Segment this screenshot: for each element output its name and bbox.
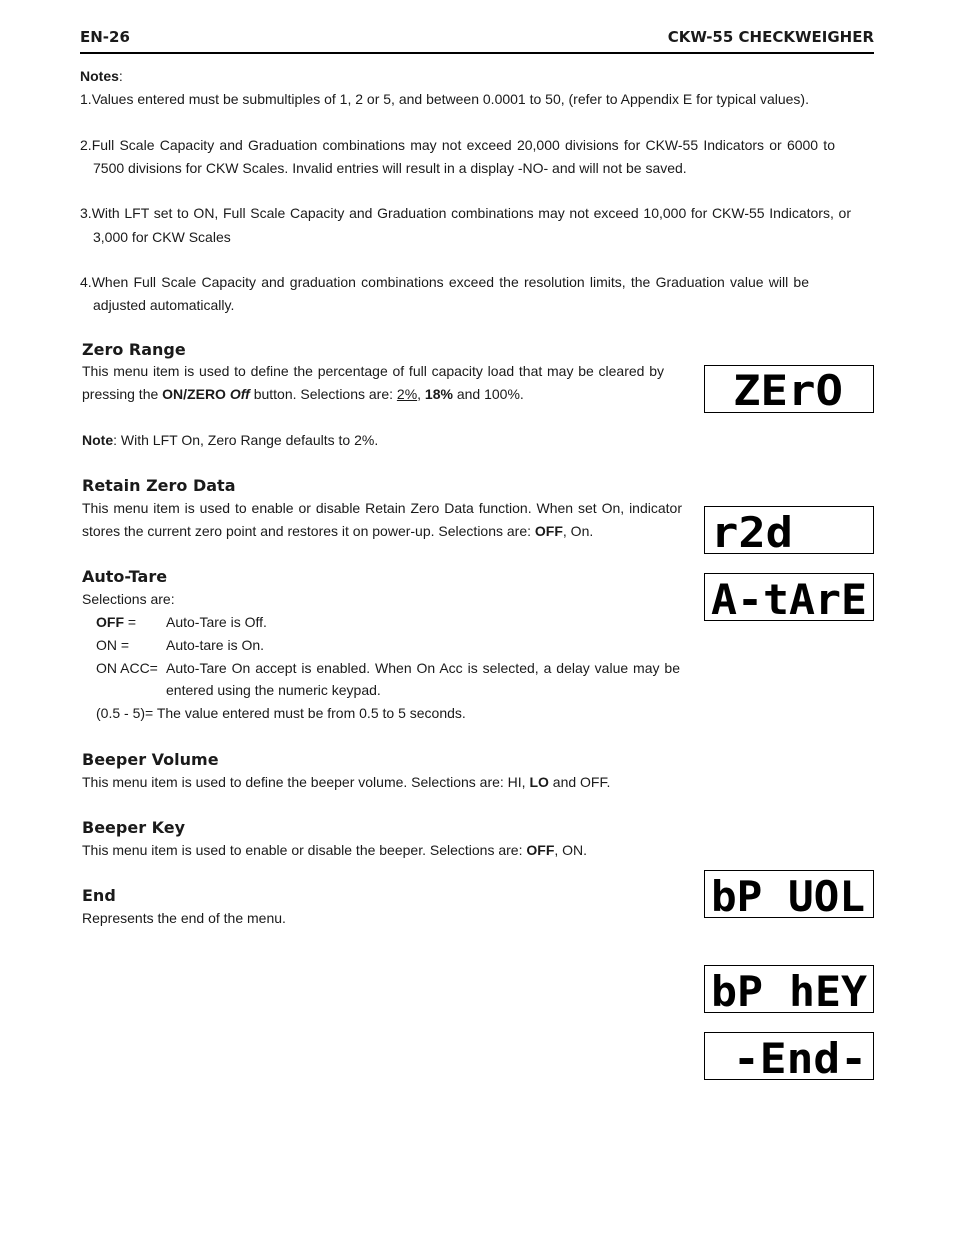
notes-label: Notes: xyxy=(80,68,123,84)
lcd-text: r2d xyxy=(711,508,793,553)
zero-range-heading: Zero Range xyxy=(82,340,186,359)
zero-range-line-1: This menu item is used to define the percentage of full capacity load that may be cleared by xyxy=(82,363,664,379)
document-title: CKW-55 CHECKWEIGHER xyxy=(667,28,874,46)
retain-zero-heading: Retain Zero Data xyxy=(82,476,236,495)
lcd-display-beeper-key xyxy=(704,965,874,1013)
zero-range-note: Note: With LFT On, Zero Range defaults to 2%. xyxy=(82,432,379,448)
lcd-display-auto-tare xyxy=(704,573,874,621)
lcd-text: bP hEY xyxy=(711,967,868,1012)
lcd-display-retain-zero xyxy=(704,506,874,554)
auto-tare-option-value: Auto-Tare On accept is enabled. When On Acc is selected, a delay value may be xyxy=(166,660,680,676)
retain-zero-line-1: This menu item is used to enable or disable Retain Zero Data function. When set On, indicator xyxy=(82,500,682,516)
lcd-text: A-tArE xyxy=(711,575,867,620)
end-heading: End xyxy=(82,886,116,905)
lcd-text: ZErO xyxy=(733,366,843,412)
lcd-display-beeper-volume xyxy=(704,870,874,918)
auto-tare-option-key: ON ACC= xyxy=(96,660,158,676)
auto-tare-intro: Selections are: xyxy=(82,591,175,607)
note-3-line-2: 3,000 for CKW Scales xyxy=(93,229,231,245)
note-2-line-1: 2.Full Scale Capacity and Graduation combinations may not exceed 20,000 divisions for CKW-55 Indicators or 6000 to xyxy=(80,137,835,153)
page-number: EN-26 xyxy=(80,28,130,46)
auto-tare-option-key: OFF = xyxy=(96,614,137,630)
auto-tare-range-row: (0.5 - 5)= The value entered must be from 0.5 to 5 seconds. xyxy=(96,705,466,721)
beeper-volume-text: This menu item is used to define the beeper volume. Selections are: HI, LO and OFF. xyxy=(82,774,611,790)
lcd-display-end xyxy=(704,1032,874,1080)
lcd-text: bP UOL xyxy=(711,872,865,917)
note-1: 1.Values entered must be submultiples of 1, 2 or 5, and between 0.0001 to 50, (refer to Appendix E for typical values). xyxy=(80,91,809,107)
note-2-line-2: 7500 divisions for CKW Scales. Invalid entries will result in a display -NO- and will not be saved. xyxy=(93,160,687,176)
lcd-text: -End- xyxy=(733,1034,867,1079)
auto-tare-option-value: Auto-tare is On. xyxy=(166,637,265,653)
end-text: Represents the end of the menu. xyxy=(82,910,286,926)
auto-tare-heading: Auto-Tare xyxy=(82,567,168,586)
beeper-key-text: This menu item is used to enable or disable the beeper. Selections are: OFF, ON. xyxy=(82,842,588,858)
note-4-line-1: 4.When Full Scale Capacity and graduation combinations exceed the resolution limits, the Graduation value will be xyxy=(80,274,809,290)
auto-tare-option-value: Auto-Tare is Off. xyxy=(166,614,267,630)
header-divider xyxy=(80,52,874,54)
zero-range-line-2: pressing the ON/ZERO Off button. Selections are: 2%, 18% and 100%. xyxy=(82,386,524,402)
beeper-volume-heading: Beeper Volume xyxy=(82,750,219,769)
retain-zero-line-2: stores the current zero point and restores it on power-up. Selections are: OFF, On. xyxy=(82,523,594,539)
auto-tare-continuation: entered using the numeric keypad. xyxy=(166,682,381,698)
note-3-line-1: 3.With LFT set to ON, Full Scale Capacity and Graduation combinations may not exceed 10,000 for CKW-55 Indicators, or xyxy=(80,205,851,221)
lcd-display-zero xyxy=(704,365,874,413)
note-4-line-2: adjusted automatically. xyxy=(93,297,235,313)
auto-tare-option-key: ON = xyxy=(96,637,130,653)
beeper-key-heading: Beeper Key xyxy=(82,818,186,837)
